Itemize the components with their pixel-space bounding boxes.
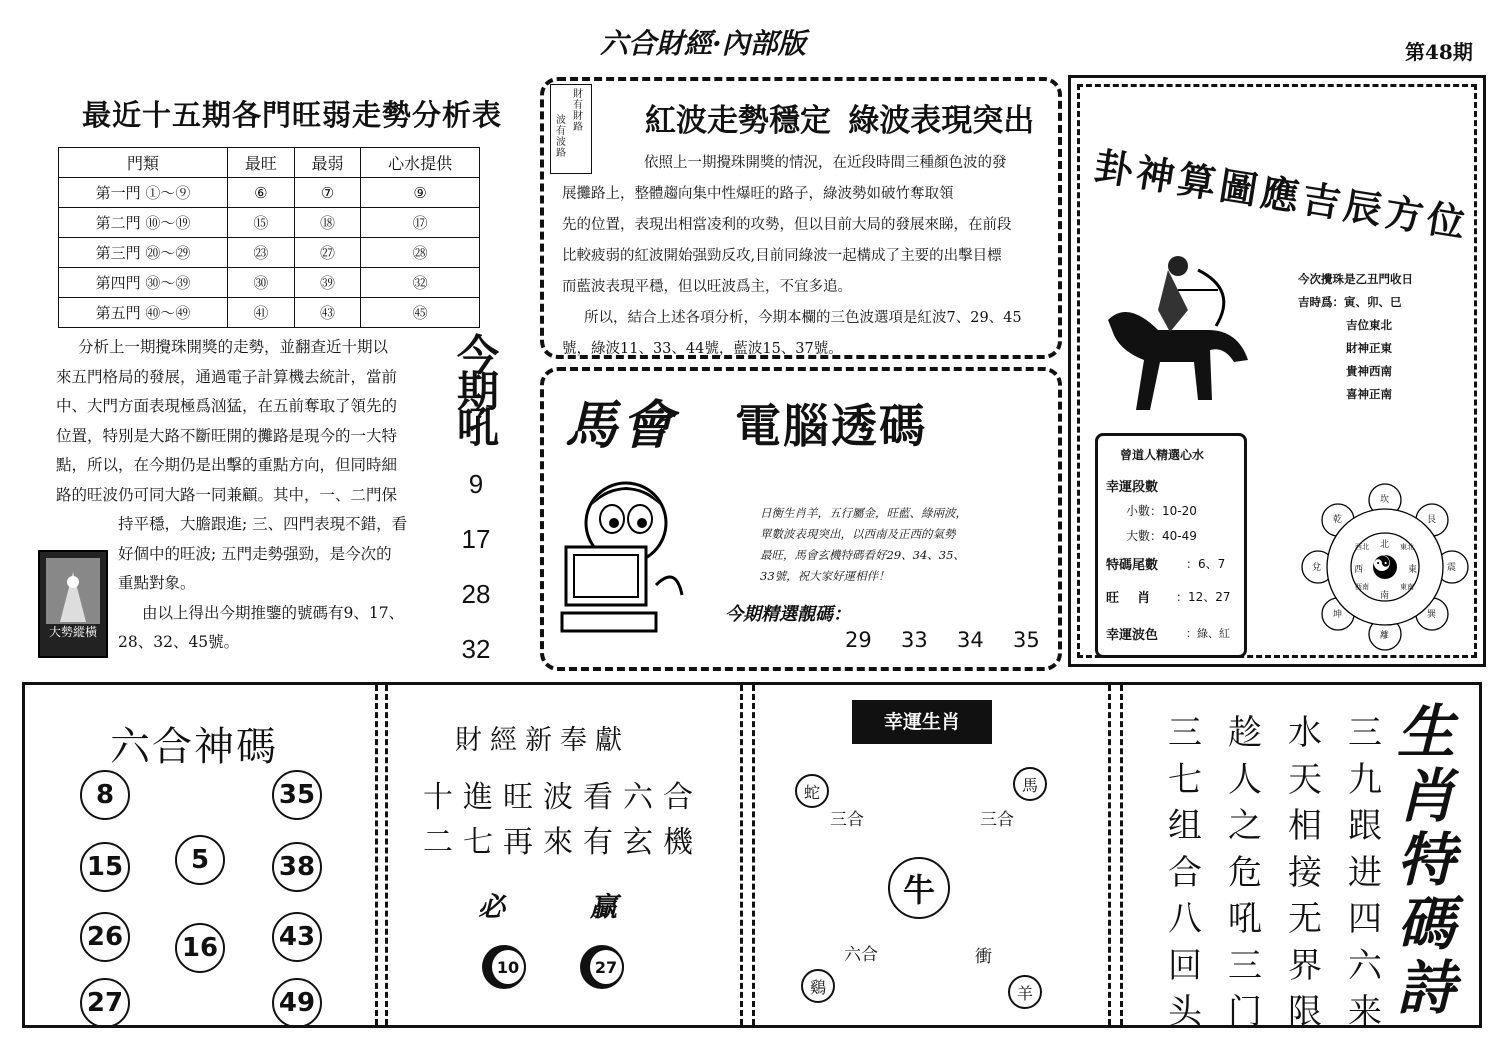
compass-center: ☯: [1372, 552, 1392, 577]
book-figure-icon: [40, 552, 106, 656]
shout-numbers: [452, 457, 500, 677]
shout-number: 28: [461, 579, 491, 609]
wave-line: 先的位置，表現出相當凌利的攻勢，但以目前大局的發展來睇，在前段: [562, 217, 1012, 233]
door-cell: [59, 298, 228, 328]
color-value: ：綠、紅: [1186, 627, 1230, 640]
poem-char: 回: [1168, 945, 1202, 986]
poem-char: 三: [1348, 713, 1382, 753]
masthead-title: 六合財經·內部版: [600, 27, 806, 60]
door-cell: [59, 238, 228, 268]
compass-outer: 乾: [1333, 515, 1343, 525]
poem-char: 吼: [1228, 899, 1262, 939]
poem-char: 八: [1168, 899, 1202, 939]
sanhe-label-1: 三合: [830, 810, 864, 830]
poem-column: [1335, 710, 1395, 1036]
color-label: 幸運波色: [1106, 628, 1159, 643]
clash-label: 衝: [975, 947, 992, 967]
magic-number: 5: [175, 835, 225, 885]
trend-header-row: [59, 148, 480, 178]
trend-header: 門類: [59, 148, 228, 178]
compass-outer: 坤: [1333, 610, 1343, 620]
door-label: 第四門: [95, 274, 141, 292]
door-cell: [59, 208, 228, 238]
compass-outer: 巽: [1427, 610, 1437, 620]
door-range: ⑩～⑲: [145, 214, 191, 232]
wave-line: 所以，結合上述各項分析，今期本欄的三色波選項是紅波7、29、45: [584, 310, 1022, 326]
wave-line: 比較疲弱的紅波開始强勁反攻,目前同綠波一起構成了主要的出擊目標: [562, 248, 1002, 264]
poem-char: 之: [1228, 806, 1262, 846]
cold-cell: ⑱: [294, 208, 361, 238]
analysis-text: [56, 333, 431, 510]
hot-cell: ㊶: [228, 298, 295, 328]
poem-char: 水: [1288, 713, 1322, 753]
poem-title: 生肖特碼詩: [1396, 698, 1455, 1022]
table-row: [59, 238, 480, 268]
trend-header: 最弱: [294, 148, 361, 178]
analysis-line: 分析上一期攪珠開獎的走勢，並翻查近十期以: [78, 338, 389, 356]
book-image: [38, 550, 108, 658]
hot-label: 旺 肖: [1106, 591, 1151, 606]
day-info-line: 財神正東: [1346, 341, 1392, 355]
poem-char: 趁: [1228, 713, 1262, 753]
poem-char: 六: [1348, 945, 1382, 986]
poem-char: 组: [1168, 806, 1202, 846]
finance-title: 財經新奉獻: [455, 725, 630, 756]
computer-line: 日衡生肖羊，五行屬金，旺藍、綠兩波，: [760, 506, 967, 520]
door-label: 第一門: [95, 184, 141, 202]
table-row: [59, 298, 480, 328]
poem-char: 九: [1348, 759, 1382, 800]
divider: [740, 685, 743, 1025]
poem-char: 七: [1168, 759, 1202, 800]
shout-number: 32: [461, 634, 491, 664]
door-label: 第二門: [95, 214, 141, 232]
analysis-line: 位置，特別是大路不斷旺開的攤路是現今的一大特: [56, 426, 398, 445]
lucky-box-title: 曾道人精選心水: [1120, 448, 1205, 462]
day-info-line: 貴神西南: [1346, 364, 1392, 378]
compass-inner: 東南: [1400, 583, 1414, 591]
magic-number: 49: [272, 978, 322, 1028]
compass-inner: 西: [1354, 565, 1364, 575]
win-char-1: 必: [478, 892, 505, 923]
analysis-line: 持平穩，大膽跟進; 三、四門表現不錯，看: [118, 515, 408, 533]
magic-number: 26: [80, 912, 130, 962]
wave-line: 而藍波表現平穩，但以旺波爲主，不宜多追。: [562, 279, 852, 295]
poem-char: 界: [1288, 945, 1322, 986]
poem-column: [1275, 710, 1335, 1036]
day-info-line: 今次攪珠是乙丑門收日: [1298, 272, 1413, 286]
hot-cell: ㉚: [228, 268, 295, 298]
poem-column: [1155, 710, 1215, 1036]
computer-line: 單數波表現突出，以西南及正西的氣勢: [760, 527, 956, 541]
divider: [385, 685, 388, 1025]
compass-outer: 坎: [1380, 495, 1390, 505]
compass-inner: 東北: [1400, 543, 1414, 551]
hot-cell: ⑥: [228, 178, 295, 208]
door-cell: [59, 268, 228, 298]
compass-outer: 艮: [1427, 515, 1437, 525]
cartoon-computer-icon: [556, 475, 696, 635]
analysis-line: 點，所以，在今期仍是出擊的重點方向，但同時細: [56, 456, 398, 474]
shout-number: 9: [468, 469, 484, 499]
divider: [1120, 685, 1123, 1025]
magic-center-column: [175, 835, 221, 973]
poem-char: 合: [1168, 852, 1202, 893]
compass-outer: 離: [1380, 631, 1390, 641]
pick-number: 33: [901, 628, 928, 652]
sanhe-label-2: 三合: [980, 810, 1014, 830]
zodiac-rooster: 鷄: [801, 969, 835, 1003]
tip-cell: ㉘: [361, 238, 480, 268]
poem-char: 三: [1228, 945, 1262, 986]
zodiac-ox: 牛: [888, 857, 950, 919]
magic-number: 43: [272, 912, 322, 962]
trend-title: 最近十五期各門旺弱走勢分析表: [82, 98, 503, 132]
computer-line: 最旺，馬會玄機特碼看好29、34、35、: [760, 548, 965, 562]
analysis-line: 由以上得出今期推鑒的號碼有9、17、: [142, 603, 405, 622]
small-label: 小數：10-20: [1126, 504, 1197, 518]
divider: [1108, 685, 1111, 1025]
finance-line-2: 二七再來有玄機: [423, 825, 703, 860]
poem-char: 跟: [1348, 806, 1382, 846]
big-label: 大數：40-49: [1126, 529, 1197, 543]
door-cell: [59, 178, 228, 208]
finance-ball: [580, 945, 624, 989]
zodiac-horse: 馬: [1013, 767, 1047, 801]
win-char-2: 贏: [590, 892, 617, 923]
fortune-day-info: [1270, 268, 1460, 406]
computer-pick-label: 今期精選靚碼：: [725, 604, 851, 625]
computer-title-right: 電腦透碼: [735, 399, 927, 453]
bagua-compass: [1300, 482, 1470, 652]
shout-title-text: 今期吼: [456, 332, 499, 451]
magic-number: 8: [80, 770, 130, 820]
cold-cell: ⑦: [294, 178, 361, 208]
compass-inner: 西北: [1355, 543, 1369, 551]
magic-number: 38: [272, 842, 322, 892]
poem-char: 危: [1228, 852, 1262, 893]
cold-cell: ㉗: [294, 238, 361, 268]
horseman-archer-icon: [1098, 250, 1258, 420]
compass-inner: 北: [1380, 540, 1390, 550]
analysis-line: 重點對象。: [118, 574, 196, 592]
table-row: [59, 178, 480, 208]
computer-picks: [845, 628, 1053, 652]
liuhe-label: 六合: [844, 945, 878, 965]
zodiac-goat: 羊: [1008, 975, 1042, 1009]
poem-char: 四: [1348, 899, 1382, 939]
shout-title: [455, 332, 501, 451]
tip-cell: ㊺: [361, 298, 480, 328]
wave-line: 依照上一期攪珠開獎的情況，在近段時間三種顏色波的發: [644, 155, 1007, 171]
table-row: [59, 268, 480, 298]
computer-line: 33號，祝大家好運相伴！: [760, 569, 890, 583]
magic-number: 27: [80, 978, 130, 1028]
wave-side-label-1: 財有財路: [573, 89, 583, 133]
poem-char: 接: [1288, 852, 1322, 893]
day-info-line: 吉位東北: [1346, 318, 1392, 332]
wave-side-label-2: 波有波路: [556, 115, 566, 159]
door-range: ㉚～㊴: [145, 274, 191, 292]
door-label: 第三門: [95, 244, 141, 262]
finance-ball-number: 27: [588, 948, 624, 986]
finance-line-1: 十進旺波看六合: [423, 780, 703, 815]
hot-value: ：12、27: [1176, 590, 1231, 604]
magic-number: 15: [80, 842, 130, 892]
magic-number: 35: [272, 770, 322, 820]
zodiac-title: 幸運生肖: [852, 700, 992, 744]
hot-cell: ⑮: [228, 208, 295, 238]
wave-line: 展攤路上，整體趨向集中性爆旺的路子，綠波勢如破竹奪取領: [562, 186, 954, 202]
analysis-line: 來五門格局的發展，通過電子計算機去統計，當前: [56, 367, 398, 386]
poem-column: [1215, 710, 1275, 1036]
shout-number: 17: [461, 524, 491, 554]
computer-title-left: 馬會: [565, 395, 678, 456]
trend-header: 最旺: [228, 148, 295, 178]
day-info-line: 喜神正南: [1346, 387, 1392, 401]
compass-outer: 兌: [1312, 563, 1322, 573]
wave-headline: 紅波走勢穩定 綠波表現突出: [645, 103, 1035, 138]
analysis-line: 好個中的旺波; 五門走勢强勁，是今次的: [118, 544, 392, 563]
finance-ball: [482, 945, 526, 989]
poem-char: 限: [1288, 992, 1322, 1032]
poem-char: 进: [1348, 852, 1382, 893]
compass-inner: 西南: [1355, 583, 1369, 591]
pick-number: 34: [957, 628, 984, 652]
tail-label: 特碼尾數: [1106, 558, 1159, 573]
poem-char: 来: [1348, 992, 1382, 1032]
magic-number: 16: [175, 923, 225, 973]
poem-char: 天: [1288, 759, 1322, 800]
cold-cell: ㊴: [294, 268, 361, 298]
tip-cell: ㉜: [361, 268, 480, 298]
pick-number: 35: [1013, 628, 1040, 652]
poem-char: 三: [1168, 713, 1202, 753]
pick-number: 29: [845, 628, 872, 652]
cold-cell: ㊸: [294, 298, 361, 328]
magic-title: 六合神碼: [110, 724, 278, 770]
computer-text: [760, 503, 1030, 587]
compass-inner: 南: [1380, 591, 1390, 601]
divider: [752, 685, 755, 1025]
tip-cell: ⑰: [361, 208, 480, 238]
door-range: ①～⑨: [145, 184, 191, 202]
analysis-line: 路的旺波仍可同大路一同兼顧。其中，一、二門保: [56, 485, 398, 504]
door-range: ⑳～㉙: [145, 244, 191, 262]
lucky-box: [1095, 433, 1247, 658]
divider: [375, 685, 378, 1025]
hot-cell: ㉓: [228, 238, 295, 268]
analysis-line: 中、大門方面表現極爲汹猛，在五前奪取了領先的: [56, 397, 398, 415]
door-range: ㊵～㊾: [145, 304, 191, 322]
compass-inner: 東: [1408, 565, 1418, 575]
trend-header: 心水提供: [361, 148, 480, 178]
poem-grid: [1155, 710, 1395, 1036]
fortune-title: 卦神算圖應吉辰方位: [1091, 142, 1473, 247]
table-row: [59, 208, 480, 238]
zodiac-snake: 蛇: [795, 774, 829, 808]
day-info-line: 吉時爲：寅、卯、巳: [1298, 295, 1402, 309]
trend-table: [58, 147, 480, 328]
tip-cell: ⑨: [361, 178, 480, 208]
magic-left-column: [80, 770, 126, 1028]
poem-char: 人: [1228, 759, 1262, 800]
issue-number: 第48期: [1405, 40, 1473, 64]
poem-char: 头: [1168, 992, 1202, 1032]
magic-right-column: [272, 770, 318, 1028]
lucky-label: 幸運段數: [1106, 480, 1159, 495]
analysis-line: 28、32、45號。: [118, 633, 240, 651]
poem-char: 门: [1228, 992, 1262, 1032]
finance-ball-number: 10: [490, 948, 526, 986]
poem-char: 相: [1288, 806, 1322, 846]
book-label: 大勢縱橫: [48, 625, 97, 639]
tail-value: ：6、7: [1186, 557, 1226, 571]
door-label: 第五門: [95, 304, 141, 322]
analysis-text-indented: [118, 510, 433, 658]
compass-outer: 震: [1447, 563, 1457, 573]
wave-line: 號，綠波11、33、44號，藍波15、37號。: [562, 341, 843, 357]
wave-paragraph: [562, 148, 1052, 365]
poem-char: 无: [1288, 899, 1322, 939]
